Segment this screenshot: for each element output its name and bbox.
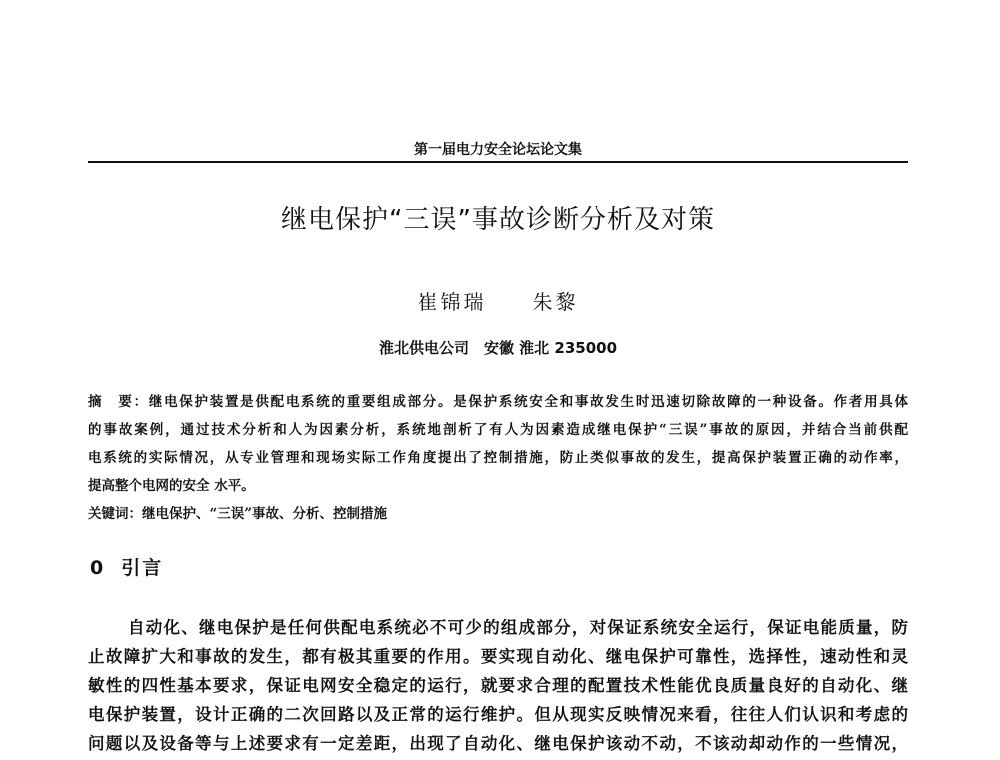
- keywords-label: 关键词：: [88, 506, 142, 522]
- affiliation: 淮北供电公司 安徽 淮北 235000: [378, 339, 618, 357]
- abstract-line-text: 继电保护装置是供配电系统的重要组成部分。是保护系统安全和事故发生时迅速切除故障的一种设备。作者用具体: [148, 394, 908, 410]
- abstract-line: 提高整个电网的安全 水平。: [88, 478, 255, 494]
- body-line: 止故障扩大和事故的发生，都有极其重要的作用。要实现自动化、继电保护可靠性，选择性，速动性和灵: [88, 647, 908, 666]
- body-line: 问题以及设备等与上述要求有一定差距，出现了自动化、继电保护该动不动，不该动却动作的一些情况，: [88, 734, 908, 753]
- authors: 崔锦瑞 朱黎: [417, 290, 579, 314]
- abstract-line: 的事故案例，通过技术分析和人为因素分析，系统地剖析了有人为因素造成继电保护“三误”事故的原因，并结合当前供配: [88, 422, 908, 438]
- abstract-label: 摘 要：: [88, 394, 149, 410]
- body-line: 电保护装置，设计正确的二次回路以及正常的运行维护。但从现实反映情况来看，往往人们认识和考虑的: [88, 705, 908, 724]
- section-title: 引言: [121, 557, 164, 579]
- body-paragraph: [88, 613, 908, 758]
- section-number: 0: [90, 557, 104, 579]
- abstract-line: [88, 388, 908, 416]
- abstract: [88, 388, 908, 528]
- keywords: [88, 500, 908, 528]
- body-line: 自动化、继电保护是任何供配电系统必不可少的组成部分，对保证系统安全运行，保证电能质量，防: [128, 618, 908, 637]
- keywords-text: 继电保护、“三误”事故、分析、控制措施: [142, 506, 388, 522]
- header-rule: [88, 161, 908, 163]
- section-heading: [90, 556, 163, 580]
- running-head: 第一届电力安全论坛论文集: [414, 142, 582, 158]
- body-line: 敏性的四性基本要求，保证电网安全稳定的运行，就要求合理的配置技术性能优良质量良好的自动化、继: [88, 676, 908, 695]
- paper-title: 继电保护“三误”事故诊断分析及对策: [281, 205, 715, 235]
- abstract-line: 电系统的实际情况，从专业管理和现场实际工作角度提出了控制措施，防止类似事故的发生，提高保护装置正确的动作率，: [88, 450, 908, 466]
